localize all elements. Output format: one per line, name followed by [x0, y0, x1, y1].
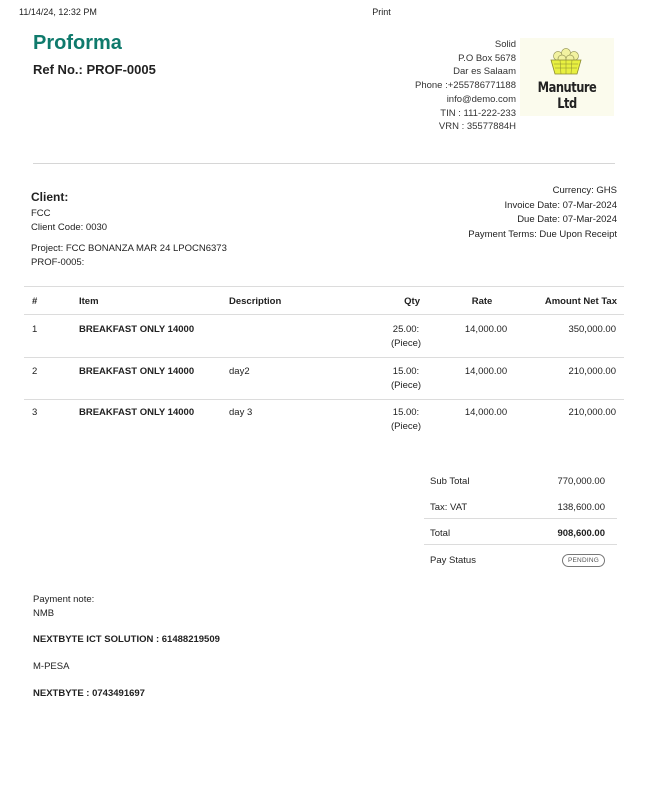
subtotal-value: 770,000.00 — [557, 476, 605, 487]
company-logo — [520, 38, 614, 116]
company-phone: Phone :+255786771188 — [415, 80, 516, 92]
header-qty: Qty — [404, 296, 420, 307]
row-1-item: BREAKFAST ONLY 14000 — [79, 324, 195, 335]
tax-label: Tax: VAT — [430, 502, 468, 513]
meta-payment-terms-label: Payment Terms: — [468, 228, 537, 240]
row-2-qty — [384, 365, 428, 393]
fruit-basket-icon — [520, 38, 614, 80]
row-2-qty-value: 15.00: — [392, 366, 420, 377]
project-info — [31, 242, 227, 270]
meta-currency-value: GHS — [596, 185, 617, 196]
header-divider — [33, 163, 615, 164]
row-3-item: BREAKFAST ONLY 14000 — [79, 407, 195, 418]
meta-due-date-label: Due Date: — [517, 214, 560, 225]
print-datetime: 11/14/24, 12:32 PM — [19, 7, 97, 17]
payment-note-line-2: NEXTBYTE ICT SOLUTION : 61488219509 — [33, 634, 220, 645]
payment-note-label: Payment note: — [33, 594, 95, 605]
tax-value: 138,600.00 — [557, 502, 605, 513]
client-code: Client Code: 0030 — [31, 221, 108, 233]
payment-note-line-4: NEXTBYTE : 0743491697 — [33, 688, 145, 699]
invoice-meta — [357, 184, 617, 242]
meta-payment-terms-value: Due Upon Receipt — [539, 228, 617, 240]
row-3-num: 3 — [32, 407, 38, 418]
row-3-description: day 3 — [229, 407, 253, 418]
ref-label: Ref No.: — [33, 62, 83, 77]
meta-invoice-date — [357, 199, 617, 214]
subtotal-row — [424, 470, 617, 496]
row-1-qty-value: 25.00: — [392, 324, 420, 335]
company-address — [316, 38, 516, 134]
total-value: 908,600.00 — [557, 528, 605, 539]
row-2-unit: (Piece) — [390, 380, 422, 391]
row-1-rate: 14,000.00 — [464, 324, 508, 335]
total-top-border — [424, 518, 617, 519]
company-email: info@demo.com — [446, 93, 516, 105]
header-border — [24, 314, 624, 315]
meta-invoice-date-value: 07-Mar-2024 — [562, 199, 617, 211]
print-title: Print — [372, 7, 391, 17]
row-1-num: 1 — [32, 324, 38, 335]
pay-status-label: Pay Status — [430, 555, 476, 566]
row-1-amount: 350,000.00 — [568, 324, 616, 335]
row-3-qty — [384, 406, 428, 434]
row-2-rate: 14,000.00 — [464, 366, 508, 377]
meta-currency — [357, 184, 617, 199]
row-2-item: BREAKFAST ONLY 14000 — [79, 366, 195, 377]
status-badge: PENDING — [562, 554, 605, 567]
document-title: Proforma — [33, 32, 122, 54]
row-1-qty — [384, 323, 428, 351]
header-rate: Rate — [471, 296, 493, 307]
row-3-unit: (Piece) — [390, 421, 422, 432]
meta-due-date — [357, 213, 617, 228]
total-label: Total — [430, 528, 451, 539]
company-city: Dar es Salaam — [453, 66, 516, 78]
row-2-num: 2 — [32, 366, 38, 377]
project-name: Project: FCC BONANZA MAR 24 LPOCN6373 — [31, 243, 227, 254]
header-num: # — [32, 296, 38, 307]
client-label: Client: — [31, 190, 69, 204]
reference-number — [33, 62, 156, 77]
logo-text: Manuture Ltd — [537, 80, 597, 112]
total-bottom-border — [424, 544, 617, 545]
company-pobox: P.O Box 5678 — [458, 52, 516, 64]
row-3-amount: 210,000.00 — [568, 407, 616, 418]
row-2-border — [24, 399, 624, 400]
project-ref: PROF-0005: — [31, 257, 85, 268]
row-2-description: day2 — [229, 366, 250, 377]
meta-invoice-date-label: Invoice Date: — [504, 199, 560, 211]
company-name: Solid — [494, 39, 516, 50]
payment-note-line-3: M-PESA — [33, 661, 70, 672]
header-item: Item — [79, 296, 99, 307]
client-info — [31, 207, 107, 234]
table-top-border — [24, 286, 624, 287]
row-1-border — [24, 357, 624, 358]
print-header — [0, 7, 648, 21]
header-description: Description — [229, 296, 282, 307]
row-3-qty-value: 15.00: — [392, 407, 420, 418]
payment-note-line-1: NMB — [33, 608, 55, 619]
row-3-rate: 14,000.00 — [464, 407, 508, 418]
ref-value: PROF-0005 — [86, 62, 156, 77]
row-2-amount: 210,000.00 — [568, 366, 616, 377]
company-vrn: VRN : 35577884H — [438, 121, 516, 133]
pay-status-row — [424, 549, 617, 575]
subtotal-label: Sub Total — [430, 476, 470, 487]
meta-payment-terms — [357, 228, 617, 243]
row-1-unit: (Piece) — [390, 338, 422, 349]
header-amount: Amount Net Tax — [544, 296, 617, 307]
meta-due-date-value: 07-Mar-2024 — [562, 214, 617, 225]
client-name: FCC — [31, 208, 51, 219]
company-tin: TIN : 111-222-233 — [440, 107, 516, 119]
meta-currency-label: Currency: — [552, 185, 594, 196]
